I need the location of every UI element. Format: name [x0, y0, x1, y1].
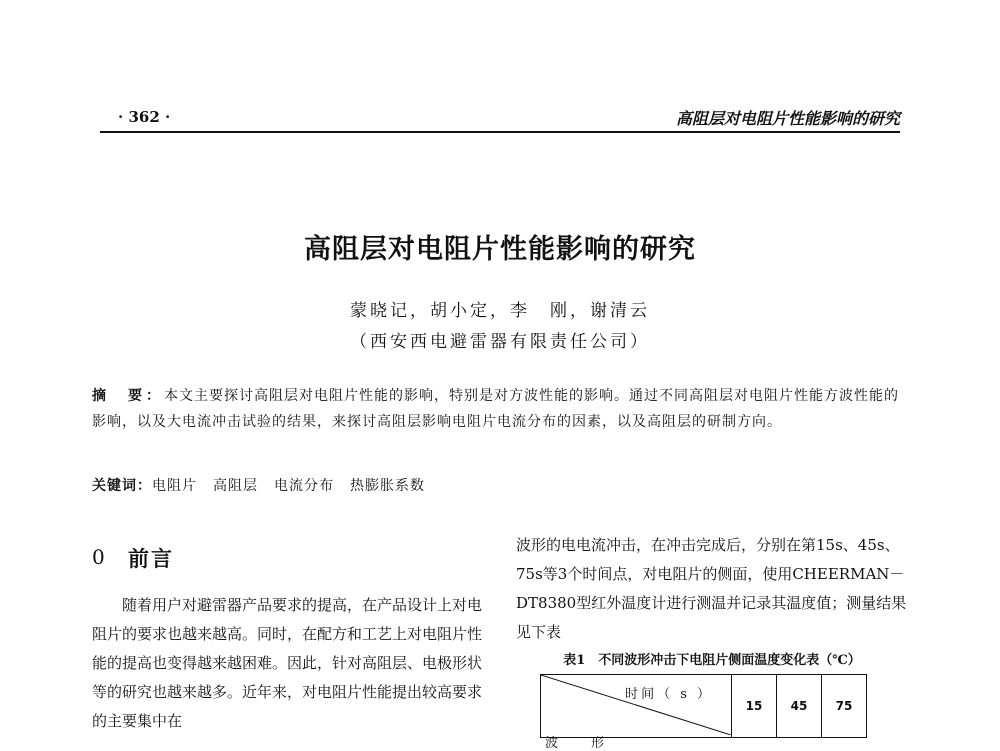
keyword: 热膨胀系数 — [350, 478, 425, 494]
time-column-header: 45 — [777, 675, 822, 738]
keywords — [92, 475, 900, 495]
left-column — [92, 591, 492, 736]
table-header-row — [541, 675, 867, 738]
paper-title: 高阻层对电阻片性能影响的研究 — [304, 234, 696, 265]
time-column-header: 75 — [822, 675, 867, 738]
keyword: 电流分布 — [274, 478, 334, 494]
table-caption: 表1 不同波形冲击下电阻片侧面温度变化表（℃） — [563, 653, 861, 668]
diagonal-header-cell — [541, 675, 732, 751]
page-number: · 362 · — [118, 108, 171, 126]
temperature-table — [540, 674, 867, 751]
keyword: 高阻层 — [213, 478, 258, 494]
authors: 蒙晓记，胡小定，李 刚，谢清云 — [350, 301, 650, 321]
abstract-label: 摘 要： — [92, 388, 164, 404]
paragraph: 波形的电电流冲击，在冲击完成后，分别在第15s、45s、75s等3个时间点，对电阻片的侧面，使用CHEERMAN－DT8380型红外温度计进行测温并记录其温度值；测量结果见下表 — [516, 536, 907, 641]
abstract — [92, 383, 900, 435]
time-column-header: 15 — [732, 675, 777, 738]
header-wave: 波 形 — [545, 736, 615, 751]
affiliation: （西安西电避雷器有限责任公司） — [350, 332, 650, 352]
paragraph: 随着用户对避雷器产品要求的提高，在产品设计上对电阻片的要求也越来越高。同时，在配方和工艺上对电阻片性能的提高也变得越来越困难。因此，针对高阻层、电极形状等的研究也越来越多。近年来，对电阻片性能提出较高要求的主要集中在 — [92, 596, 483, 730]
keywords-label: 关键词： — [92, 478, 152, 494]
header-rule — [100, 131, 900, 133]
right-column — [516, 531, 908, 647]
abstract-text: 本文主要探讨高阻层对电阻片性能的影响，特别是对方波性能的影响。通过不同高阻层对电阻片性能方波性能的影响，以及大电流冲击试验的结果，来探讨高阻层影响电阻片电流分布的因素，以及高阻层的研制方向。 — [92, 388, 899, 430]
section-number: 0 — [92, 545, 105, 569]
running-title: 高阻层对电阻片性能影响的研究 — [675, 109, 900, 128]
section-title: 前言 — [128, 546, 174, 571]
header-time: 时间（ s ） — [625, 687, 713, 702]
keyword: 电阻片 — [152, 478, 197, 494]
